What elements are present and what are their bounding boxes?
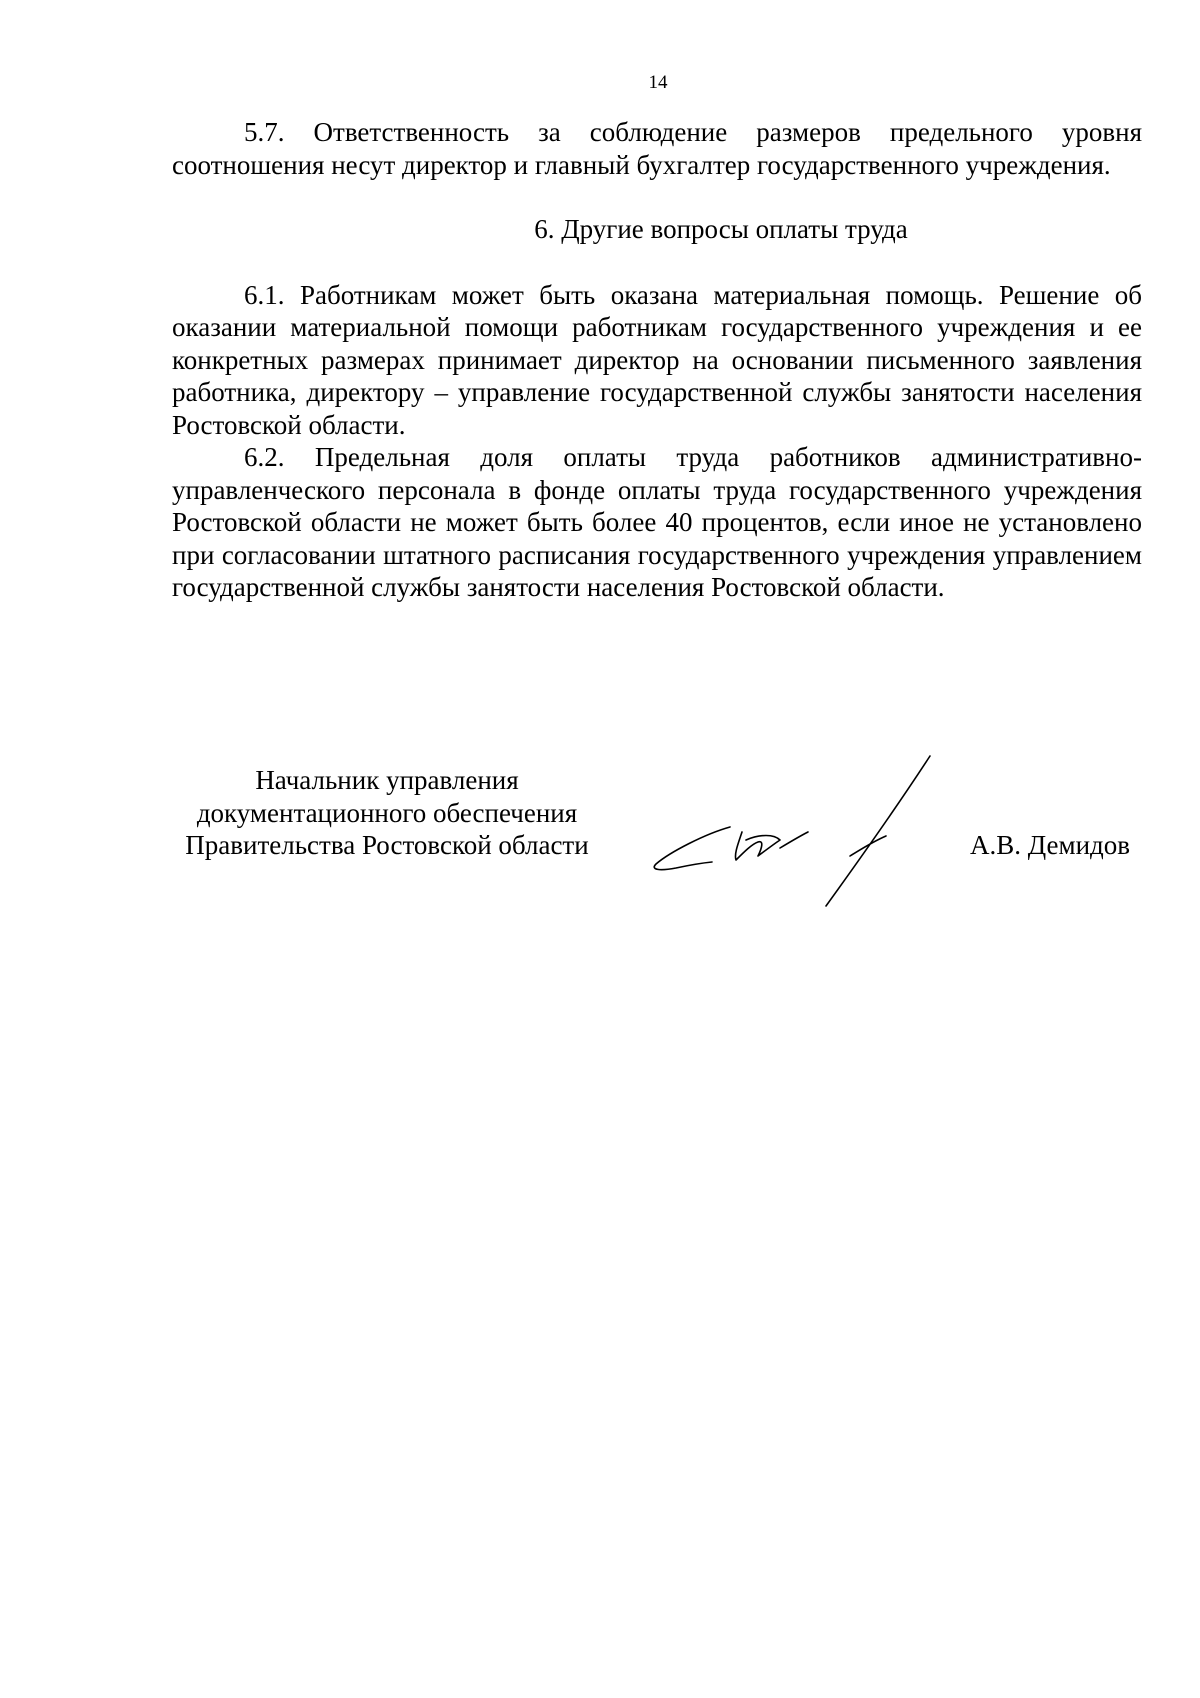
signatory-title-line-2: документационного обеспечения (196, 797, 578, 828)
paragraph-6-2: 6.2. Предельная доля оплаты труда работников административно-управленческого персонала в фонде оплаты труда государственного учреждения Ростовской области не может быть более 40 процентов, если иное не установлено при согласовании штатного расписания государственного учреждения управлением государственной службы занятости населения Ростовской области. (172, 442, 1142, 602)
signatory-title-line-3: Правительства Ростовской области (185, 830, 589, 860)
paragraph-5-7: 5.7. Ответственность за соблюдение размеров предельного уровня соотношения несут директор и главный бухгалтер государственного учреждения. (172, 117, 1142, 180)
signature-stroke-letter (735, 832, 780, 860)
page-number: 14 (648, 72, 668, 93)
signature-stroke-diagonal (826, 756, 930, 906)
signature-stroke-dash (850, 836, 886, 856)
signatory-name: А.В. Демидов (970, 830, 1131, 860)
section-6-heading: 6. Другие вопросы оплаты труда (534, 214, 908, 244)
handwritten-signature (650, 752, 950, 912)
paragraph-6-1: 6.1. Работникам может быть оказана материальная помощь. Решение об оказании материальной помощи работникам государственного учреждения и ее конкретных размерах принимает директор на основании письменного заявления работника, директору – управление государственной службы занятости населения Ростовской области. (172, 279, 1142, 440)
signature-stroke-loop (654, 827, 730, 870)
document-body (172, 116, 1142, 604)
signatory-title-line-1: Начальник управления (255, 765, 519, 795)
signature-stroke-tick (780, 832, 808, 848)
signatory-title (172, 764, 602, 862)
